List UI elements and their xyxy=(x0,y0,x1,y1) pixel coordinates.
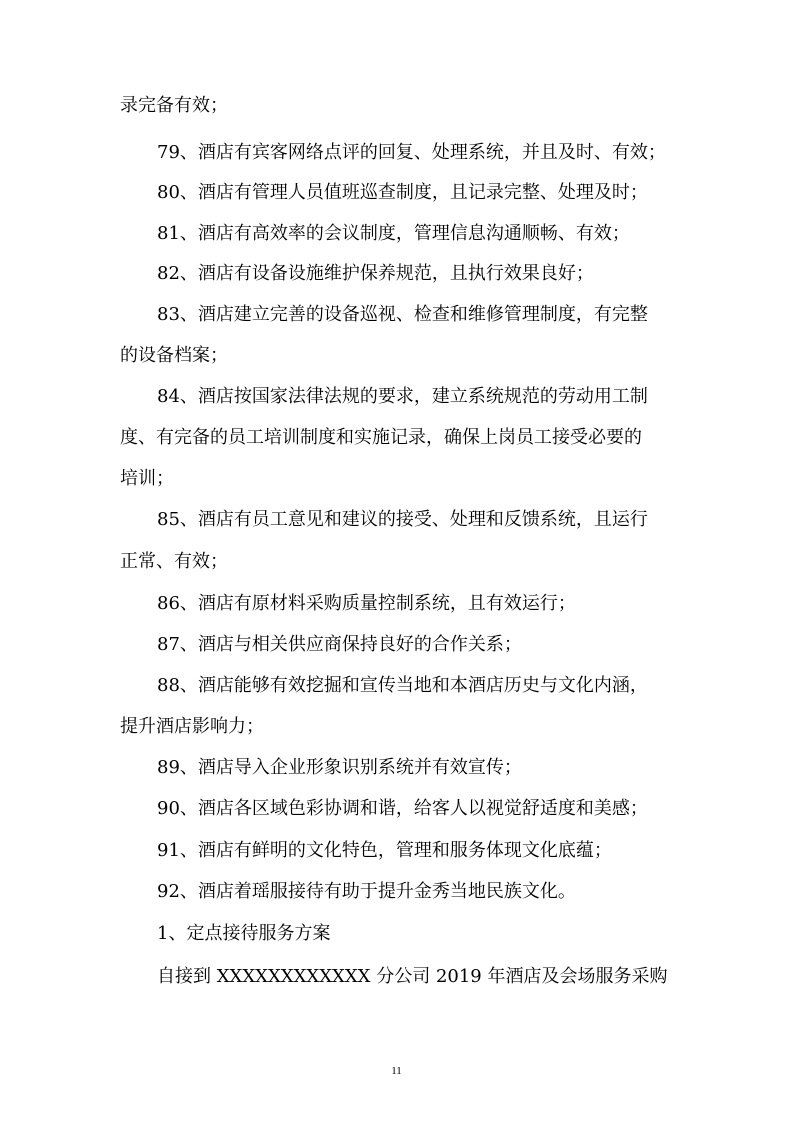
text-line: 87、酒店与相关供应商保持良好的合作关系； xyxy=(157,634,522,655)
text-line: 86、酒店有原材料采购质量控制系统，且有效运行； xyxy=(157,593,576,614)
text-line: 85、酒店有员工意见和建议的接受、处理和反馈系统，且运行 xyxy=(157,509,648,530)
text-line: 82、酒店有设备设施维护保养规范，且执行效果良好； xyxy=(157,263,594,284)
text-line: 90、酒店各区域色彩协调和谐，给客人以视觉舒适度和美感； xyxy=(157,798,648,819)
text-line: 培训； xyxy=(120,468,174,489)
text-line: 自接到 XXXXXXXXXXXX 分公司 2019 年酒店及会场服务采购 xyxy=(157,966,668,987)
page-number: 11 xyxy=(391,1065,402,1077)
text-line: 80、酒店有管理人员值班巡查制度，且记录完整、处理及时； xyxy=(157,182,648,203)
text-line: 录完备有效； xyxy=(120,95,228,116)
text-line: 92、酒店着瑶服接待有助于提升金秀当地民族文化。 xyxy=(157,881,576,902)
text-line: 91、酒店有鲜明的文化特色，管理和服务体现文化底蕴； xyxy=(157,840,612,861)
text-line: 84、酒店按国家法律法规的要求，建立系统规范的劳动用工制 xyxy=(157,386,648,407)
section-heading: 1、定点接待服务方案 xyxy=(157,923,331,944)
text-line: 81、酒店有高效率的会议制度，管理信息沟通顺畅、有效； xyxy=(157,223,630,244)
text-line: 的设备档案； xyxy=(120,345,228,366)
text-line: 88、酒店能够有效挖掘和宣传当地和本酒店历史与文化内涵， xyxy=(157,675,648,696)
text-line: 79、酒店有宾客网络点评的回复、处理系统，并且及时、有效； xyxy=(157,142,666,163)
text-line: 正常、有效； xyxy=(120,551,228,572)
text-line: 提升酒店影响力； xyxy=(120,716,264,737)
text-line: 89、酒店导入企业形象识别系统并有效宣传； xyxy=(157,757,522,778)
text-line: 83、酒店建立完善的设备巡视、检查和维修管理制度，有完整 xyxy=(157,304,648,325)
text-line: 度、有完备的员工培训制度和实施记录，确保上岗员工接受必要的 xyxy=(120,427,642,448)
